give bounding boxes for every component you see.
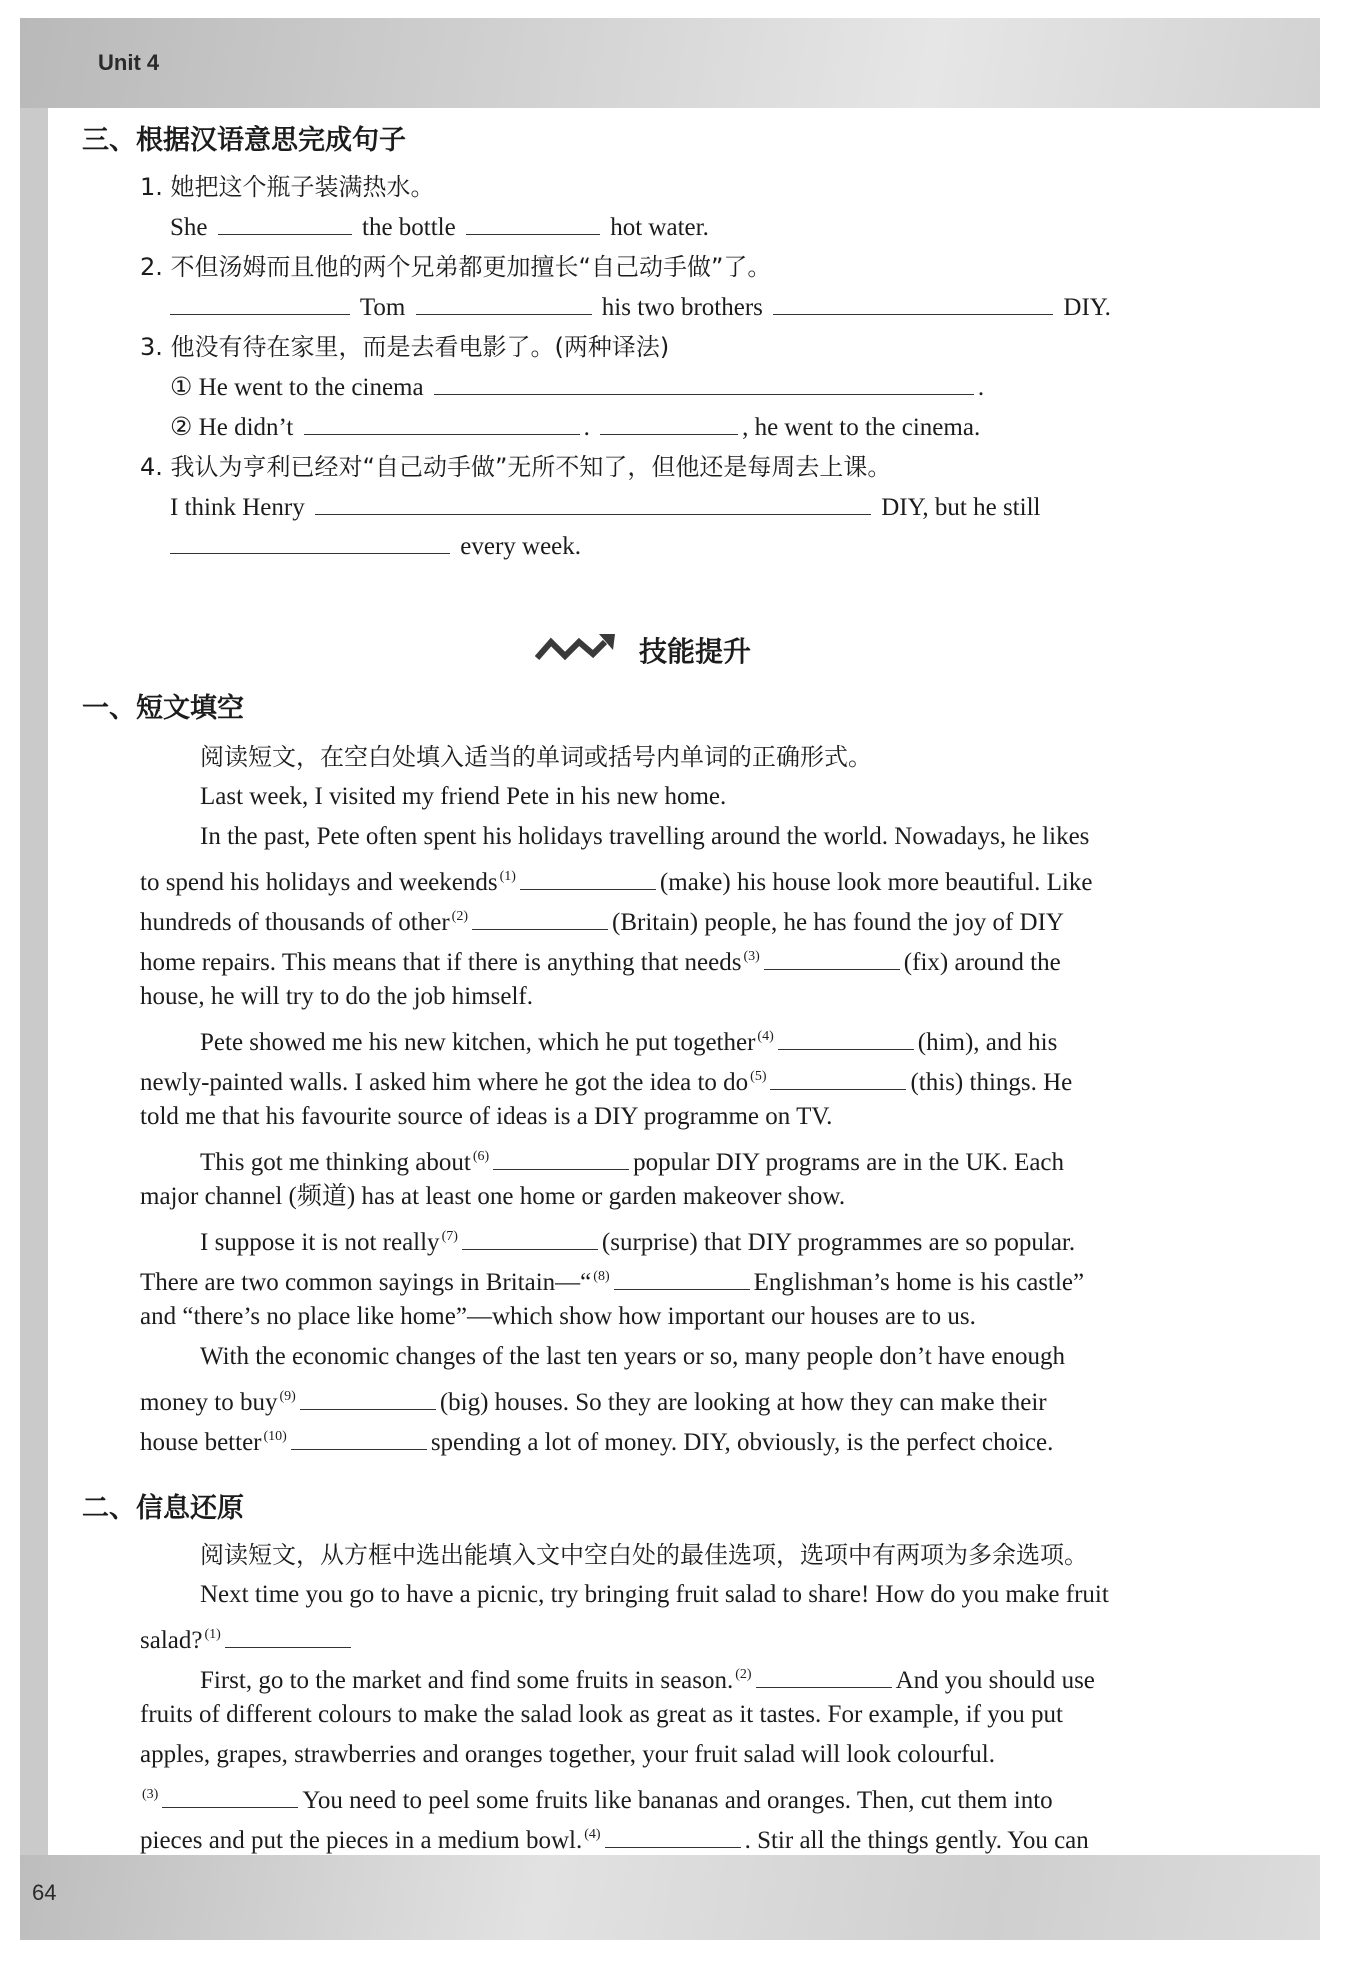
answer-blank[interactable] [315,492,871,515]
passage-line: $^{(3)}$ You need to peel some fruits like bananas and oranges. Then, cut them into [142,1787,1053,1814]
passage-line: money to buy $^{(9)}$ (big) houses. So they are looking at how they can make their [140,1389,1047,1416]
part2-title: 二、信息还原 [82,1493,244,1524]
passage-line: newly-painted walls. I asked him where he got the idea to do $^{(5)}$ (this) things. He [140,1069,1073,1096]
passage-line: pieces and put the pieces in a medium bowl. $^{(4)}$ . Stir all the things gently. You can [140,1827,1089,1854]
answer-blank[interactable] [434,372,974,395]
passage-line: fruits of different colours to make the salad look as great as it tastes. For example, if you put [140,1701,1063,1728]
answer-blank[interactable] [291,1427,427,1450]
part1-title: 一、短文填空 [82,693,244,724]
q4-chinese: 4. 我认为亨利已经对“自己动手做”无所不知了，但他还是每周去上课。 [140,453,892,481]
passage-line: house better $^{(10)}$ spending a lot of money. DIY, obviously, is the perfect choice. [140,1429,1054,1456]
answer-blank[interactable] [493,1147,629,1170]
page-margin-shadow [20,108,48,1855]
q3-line1: ① He went to the cinema . [170,374,985,401]
answer-blank[interactable] [770,1067,906,1090]
answer-blank[interactable] [773,292,1053,315]
answer-blank[interactable] [600,412,738,435]
passage-line: house, he will try to do the job himself. [140,983,534,1010]
passage-line: and “there’s no place like home”—which show how important our houses are to us. [140,1303,976,1330]
trend-arrow-icon [535,632,617,668]
answer-blank[interactable] [778,1027,914,1050]
answer-blank[interactable] [472,907,608,930]
header-band [20,18,1320,108]
q3-line2: ② He didn’t . , he went to the cinema. [170,414,981,441]
answer-blank[interactable] [764,947,900,970]
page-number: 64 [32,1880,57,1905]
passage-line: With the economic changes of the last ten years or so, many people don’t have enough [200,1343,1065,1370]
answer-blank[interactable] [462,1227,598,1250]
passage-line: There are two common sayings in Britain—“ $^{(8)}$ Englishman’s home is his castle” [140,1269,1085,1296]
passage-line: home repairs. This means that if there is anything that needs $^{(3)}$ (fix) around the [140,949,1061,976]
passage-line: First, go to the market and find some fruits in season. $^{(2)}$ And you should use [200,1667,1095,1694]
answer-blank[interactable] [162,1785,298,1808]
answer-blank[interactable] [225,1625,351,1648]
section3-title: 三、根据汉语意思完成句子 [82,125,406,156]
answer-blank[interactable] [416,292,592,315]
passage-line: Next time you go to have a picnic, try bringing fruit salad to share! How do you make fruit [200,1581,1109,1608]
q1-english: She the bottle hot water. [170,214,709,241]
passage-line: Last week, I visited my friend Pete in his new home. [200,783,727,810]
passage-line: to spend his holidays and weekends $^{(1)}$ (make) his house look more beautiful. Like [140,869,1093,896]
footer-band [20,1855,1320,1940]
passage-line: salad? $^{(1)}$ [140,1620,355,1656]
part2-instruction: 阅读短文，从方框中选出能填入文中空白处的最佳选项，选项中有两项为多余选项。 [200,1541,1088,1569]
page-edge [1320,18,1350,1940]
passage-line: I suppose it is not really $^{(7)}$ (surprise) that DIY programmes are so popular. [200,1229,1076,1256]
unit-label: Unit 4 [98,50,160,75]
passage-line: hundreds of thousands of other $^{(2)}$ (Britain) people, he has found the joy of DIY [140,909,1064,936]
q2-english: Tom his two brothers DIY. [166,292,1111,323]
passage-line: apples, grapes, strawberries and oranges together, your fruit salad will look colourful. [140,1741,995,1768]
answer-blank[interactable] [170,292,350,315]
answer-blank[interactable] [304,412,580,435]
q3-chinese: 3. 他没有待在家里，而是去看电影了。(两种译法) [140,333,670,361]
q1-chinese: 1. 她把这个瓶子装满热水。 [140,173,435,201]
skills-title: 技能提升 [639,635,752,668]
part1-instruction: 阅读短文，在空白处填入适当的单词或括号内单词的正确形式。 [200,743,872,771]
answer-blank[interactable] [756,1665,892,1688]
passage-line: Pete showed me his new kitchen, which he put together $^{(4)}$ (him), and his [200,1029,1058,1056]
answer-blank[interactable] [300,1387,436,1410]
q2-chinese: 2. 不但汤姆而且他的两个兄弟都更加擅长“自己动手做”了。 [140,253,772,281]
passage-line: major channel (频道) has at least one home or garden makeover show. [140,1183,846,1210]
answer-blank[interactable] [170,531,450,554]
answer-blank[interactable] [520,867,656,890]
passage-line: In the past, Pete often spent his holidays travelling around the world. Nowadays, he likes [200,823,1090,850]
q4-line1: I think Henry DIY, but he still [170,494,1041,521]
answer-blank[interactable] [218,212,352,235]
passage-line: This got me thinking about $^{(6)}$ popular DIY programs are in the UK. Each [200,1149,1065,1176]
answer-blank[interactable] [605,1825,741,1848]
answer-blank[interactable] [466,212,600,235]
q4-line2: every week. [166,531,581,562]
passage-line: told me that his favourite source of ideas is a DIY programme on TV. [140,1103,833,1130]
answer-blank[interactable] [614,1267,750,1290]
